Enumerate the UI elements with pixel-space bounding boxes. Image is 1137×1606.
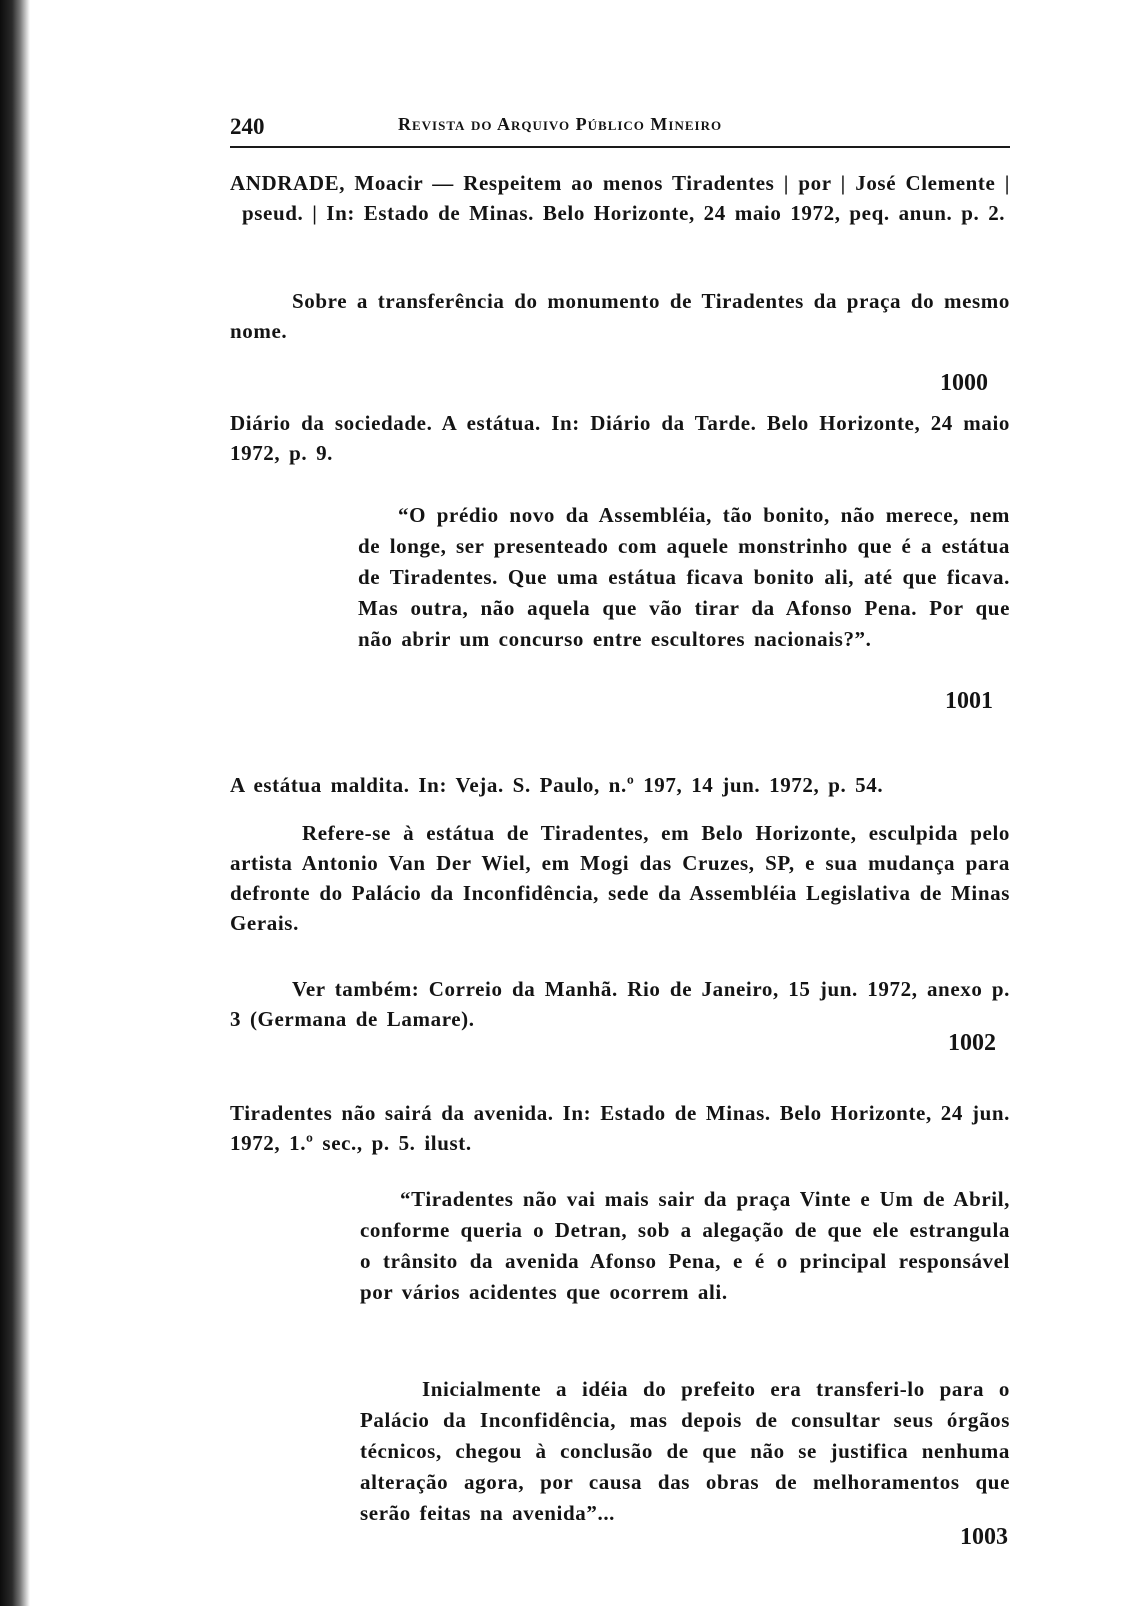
book-page [230, 0, 1020, 1606]
entry-1003-quote-block-2 [360, 1374, 1010, 1529]
entry-1002-note-block [230, 818, 1010, 938]
entry-quote: “O prédio novo da Assembléia, tão bonito, não merece, nem de longe, ser presenteado com aquele monstrinho que é a estátua de Tiradentes. Que uma estátua ficava bonito ali, até que ficava. Mas outra, não aquela que vão tirar da Afonso Pena. Por que não abrir um concurso entre escultores nacionais?”. [358, 503, 1010, 651]
entry-note: Refere-se à estátua de Tiradentes, em Belo Horizonte, esculpida pelo artista Antonio Van Der Wiel, em Mogi das Cruzes, SP, e sua mudança para defronte do Palácio da Inconfidência, sede da Assembléia Legislativa de Minas Gerais. [230, 821, 1010, 935]
book-binding-shadow [0, 0, 30, 1606]
entry-1002-citation-block [230, 770, 1010, 800]
running-title: Revista do Arquivo Público Mineiro [398, 114, 723, 134]
entry-number: 1000 [940, 370, 988, 396]
entry-note: Sobre a transferência do monumento de Tiradentes da praça do mesmo nome. [230, 289, 1010, 343]
entry-citation: A estátua maldita. In: Veja. S. Paulo, n.º 197, 14 jun. 1972, p. 54. [230, 773, 884, 797]
entry-1003-quote-block-1 [360, 1184, 1010, 1308]
entry-citation: ANDRADE, Moacir — Respeitem ao menos Tiradentes | por | José Clemente | pseud. | In: Estado de Minas. Belo Horizonte, 24 maio 1972, peq. anun. p. 2. [230, 171, 1010, 225]
entry-1000-note-block [230, 286, 1010, 346]
entry-number: 1002 [948, 1030, 996, 1056]
entry-1000-citation-block [230, 168, 1010, 228]
entry-1003-citation-block [230, 1098, 1010, 1158]
entry-see-also: Ver também: Correio da Manhã. Rio de Janeiro, 15 jun. 1972, anexo p. 3 (Germana de Lamare). [230, 977, 1010, 1031]
entry-number: 1003 [960, 1524, 1008, 1550]
entry-1001-citation-block [230, 408, 1010, 468]
entry-citation: Tiradentes não sairá da avenida. In: Estado de Minas. Belo Horizonte, 24 jun. 1972, 1.º sec., p. 5. ilust. [230, 1101, 1010, 1155]
entry-number: 1001 [945, 688, 993, 714]
page-number: 240 [230, 114, 265, 139]
entry-1001-quote-block [358, 500, 1010, 655]
page-header [230, 108, 1010, 148]
entry-citation: Diário da sociedade. A estátua. In: Diário da Tarde. Belo Horizonte, 24 maio 1972, p. 9. [230, 411, 1010, 465]
entry-quote: Inicialmente a idéia do prefeito era transferi-lo para o Palácio da Inconfidência, mas depois de consultar seus órgãos técnicos, chegou à conclusão de que não se justifica nenhuma alteração agora, por causa das obras de melhoramentos que serão feitas na avenida”... [360, 1377, 1010, 1525]
entry-1002-see-also-block [230, 974, 1010, 1034]
entry-quote: “Tiradentes não vai mais sair da praça Vinte e Um de Abril, conforme queria o Detran, sob a alegação de que ele estrangula o trânsito da avenida Afonso Pena, e é o principal responsável por vários acidentes que ocorrem ali. [360, 1187, 1010, 1304]
